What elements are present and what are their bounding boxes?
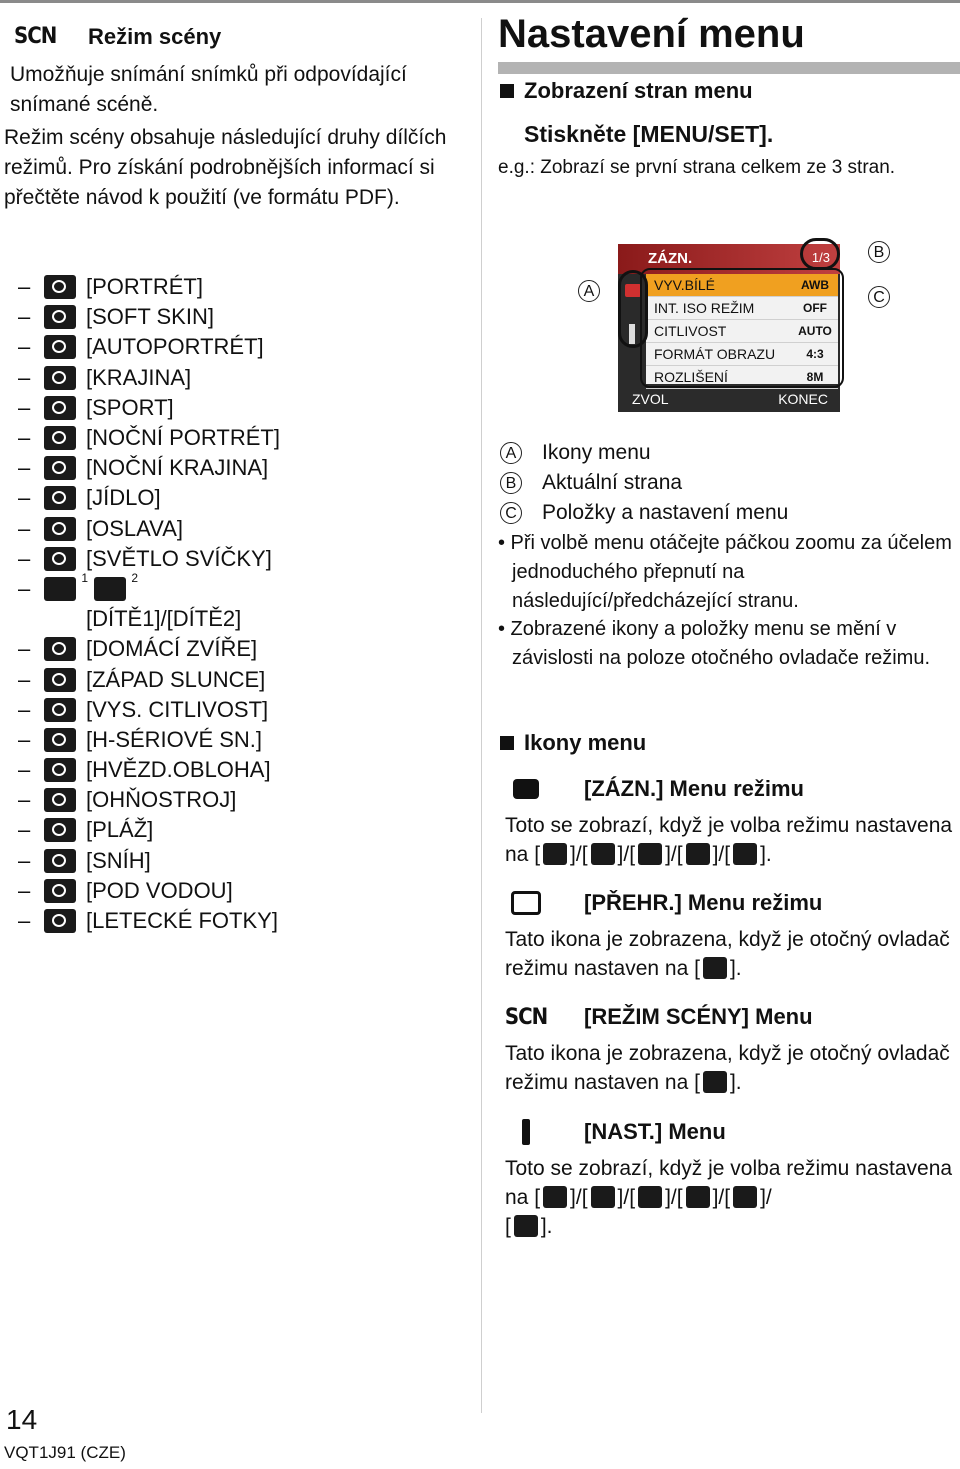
macro-icon bbox=[638, 1186, 662, 1208]
snow-icon bbox=[44, 849, 76, 873]
legend-item: A Ikony menu bbox=[500, 438, 950, 468]
mode-item: – [JÍDLO] bbox=[18, 485, 161, 511]
square-bullet-icon bbox=[500, 84, 514, 98]
mode-item-baby-label: [DÍTĚ1]/[DÍTĚ2] bbox=[86, 606, 242, 632]
callout-a: A bbox=[578, 280, 600, 302]
intelligent-auto-icon bbox=[591, 843, 615, 865]
mode-item: – [SVĚTLO SVÍČKY] bbox=[18, 545, 272, 571]
mode-item-baby: – 1 2 bbox=[18, 570, 138, 601]
baby2-icon: 2 bbox=[94, 577, 126, 601]
macro-icon bbox=[638, 843, 662, 865]
screen-row: INT. ISO REŽIM OFF bbox=[646, 297, 838, 320]
night-landscape-icon bbox=[44, 456, 76, 480]
title-underline bbox=[498, 62, 960, 74]
page-title: Nastavení menu bbox=[498, 12, 805, 56]
mode-item: – [H-SÉRIOVÉ SN.] bbox=[18, 726, 263, 752]
mode-item: – [OSLAVA] bbox=[18, 515, 184, 541]
soft-skin-icon bbox=[44, 305, 76, 329]
intelligent-auto-icon bbox=[591, 1186, 615, 1208]
legend bbox=[500, 438, 950, 528]
food-icon bbox=[44, 486, 76, 510]
mode-item: – [SNÍH] bbox=[18, 847, 151, 873]
mode-item: – [PORTRÉT] bbox=[18, 274, 203, 300]
movie-icon bbox=[733, 1186, 757, 1208]
camera-icon bbox=[513, 779, 539, 799]
setup-menu-heading: [NAST.] Menu bbox=[506, 1115, 726, 1149]
callout-b: B bbox=[868, 241, 890, 263]
sunset-icon bbox=[44, 668, 76, 692]
screen-page-indicator: 1/3 bbox=[811, 250, 830, 265]
legend-item: B Aktuální strana bbox=[500, 468, 950, 498]
setup-menu-body: Toto se zobrazí, když je volba režimu nastavena na [ ]/[ ]/[ ]/[ ]/[ ]/ [ ]. bbox=[505, 1157, 953, 1238]
mode-item: – [LETECKÉ FOTKY] bbox=[18, 908, 278, 934]
starry-sky-icon bbox=[44, 758, 76, 782]
page-number: 14 bbox=[6, 1404, 38, 1435]
scn-mode-icon bbox=[686, 1186, 710, 1208]
document-code: VQT1J91 (CZE) bbox=[4, 1443, 126, 1462]
screen-header: ZÁZN. 1/3 bbox=[618, 244, 840, 274]
scn-icon: SCN bbox=[504, 1004, 548, 1030]
square-bullet-icon bbox=[500, 736, 514, 750]
mode-item: – [AUTOPORTRÉT] bbox=[18, 334, 264, 360]
pet-icon bbox=[44, 637, 76, 661]
mode-item: – [NOČNÍ KRAJINA] bbox=[18, 455, 269, 481]
mode-item: – [NOČNÍ PORTRÉT] bbox=[18, 425, 280, 451]
beach-icon bbox=[44, 818, 76, 842]
mode-item: – [ZÁPAD SLUNCE] bbox=[18, 666, 266, 692]
screen-row: ROZLIŠENÍ 8M bbox=[646, 366, 838, 389]
legend-item: C Položky a nastavení menu bbox=[500, 498, 950, 528]
scene-menu-heading: SCN [REŽIM SCÉNY] Menu bbox=[504, 1004, 813, 1030]
bullet-zoom: • Při volbě menu otáčejte páčkou zoomu za účelem jednoduchého přepnutí na následující/předcházející stranu. bbox=[498, 532, 952, 612]
mode-item: – [PLÁŽ] bbox=[18, 817, 154, 843]
play-menu-heading: [PŘEHR.] Menu režimu bbox=[506, 886, 822, 920]
landscape-icon bbox=[44, 366, 76, 390]
playback-mode-icon bbox=[514, 1215, 538, 1237]
mode-item: – [POD VODOU] bbox=[18, 877, 233, 903]
play-menu-body: Tato ikona je zobrazena, když je otočný ovladač režimu nastaven na [ ]. bbox=[505, 928, 950, 980]
mode-item: – [DOMÁCÍ ZVÍŘE] bbox=[18, 636, 258, 662]
bullet-icons: • Zobrazené ikony a položky menu se mění v závislosti na poloze otočného ovladače režimu. bbox=[498, 618, 931, 669]
underwater-icon bbox=[44, 879, 76, 903]
camera-mode-icon bbox=[543, 843, 567, 865]
rec-menu-body: Toto se zobrazí, když je volba režimu nastavena na [ ]/[ ]/[ ]/[ ]/[ ]. bbox=[505, 814, 953, 866]
scn-icon: SCN bbox=[14, 24, 57, 49]
scn-mode-icon bbox=[686, 843, 710, 865]
callout-ring-b bbox=[800, 238, 840, 270]
movie-icon bbox=[733, 843, 757, 865]
screen-row: CITLIVOST AUTO bbox=[646, 320, 838, 343]
top-rule bbox=[0, 0, 960, 3]
high-sensitivity-icon bbox=[44, 698, 76, 722]
section-menu-pages: Zobrazení stran menu bbox=[500, 78, 753, 104]
screen-row: VYV.BÍLÉ AWB bbox=[646, 274, 838, 297]
burst-icon bbox=[44, 728, 76, 752]
column-divider bbox=[481, 18, 482, 1413]
callout-ring-c bbox=[640, 268, 844, 388]
scene-intro: Umožňuje snímání snímků při odpovídající snímané scéně. bbox=[10, 63, 407, 116]
scn-mode-icon bbox=[703, 1071, 727, 1093]
screen-footer: ZVOL KONEC bbox=[632, 391, 828, 407]
sport-icon bbox=[44, 396, 76, 420]
instruction: Stiskněte [MENU/SET]. bbox=[524, 121, 774, 147]
playback-icon bbox=[511, 891, 541, 915]
mode-item: – [SOFT SKIN] bbox=[18, 304, 214, 330]
mode-item: – [OHŇOSTROJ] bbox=[18, 787, 237, 813]
scene-mode-heading: Režim scény bbox=[88, 24, 222, 49]
example-text: e.g.: Zobrazí se první strana celkem ze 3 stran. bbox=[498, 157, 896, 178]
fireworks-icon bbox=[44, 788, 76, 812]
callout-c: C bbox=[868, 286, 890, 308]
party-icon bbox=[44, 517, 76, 541]
candle-light-icon bbox=[44, 547, 76, 571]
aerial-photo-icon bbox=[44, 909, 76, 933]
section-menu-icons: Ikony menu bbox=[500, 730, 646, 756]
night-portrait-icon bbox=[44, 426, 76, 450]
mode-item: – [VYS. CITLIVOST] bbox=[18, 696, 269, 722]
mode-item: – [KRAJINA] bbox=[18, 364, 192, 390]
screen-row: FORMÁT OBRAZU 4:3 bbox=[646, 343, 838, 366]
wrench-icon bbox=[522, 1119, 530, 1145]
rec-menu-heading: [ZÁZN.] Menu režimu bbox=[506, 772, 804, 806]
baby1-icon: 1 bbox=[44, 577, 76, 601]
portrait-icon bbox=[44, 275, 76, 299]
scene-menu-body: Tato ikona je zobrazena, když je otočný ovladač režimu nastaven na [ ]. bbox=[505, 1042, 950, 1094]
scene-paragraph: Režim scény obsahuje následující druhy dílčích režimů. Pro získání podrobnějších informací si přečtěte návod k použití (ve formátu PDF). bbox=[4, 126, 447, 209]
mode-item: – [HVĚZD.OBLOHA] bbox=[18, 757, 271, 783]
scene-mode-list bbox=[18, 272, 468, 936]
camera-mode-icon bbox=[543, 1186, 567, 1208]
self-portrait-icon bbox=[44, 335, 76, 359]
mode-item: – [SPORT] bbox=[18, 394, 174, 420]
playback-mode-icon bbox=[703, 957, 727, 979]
